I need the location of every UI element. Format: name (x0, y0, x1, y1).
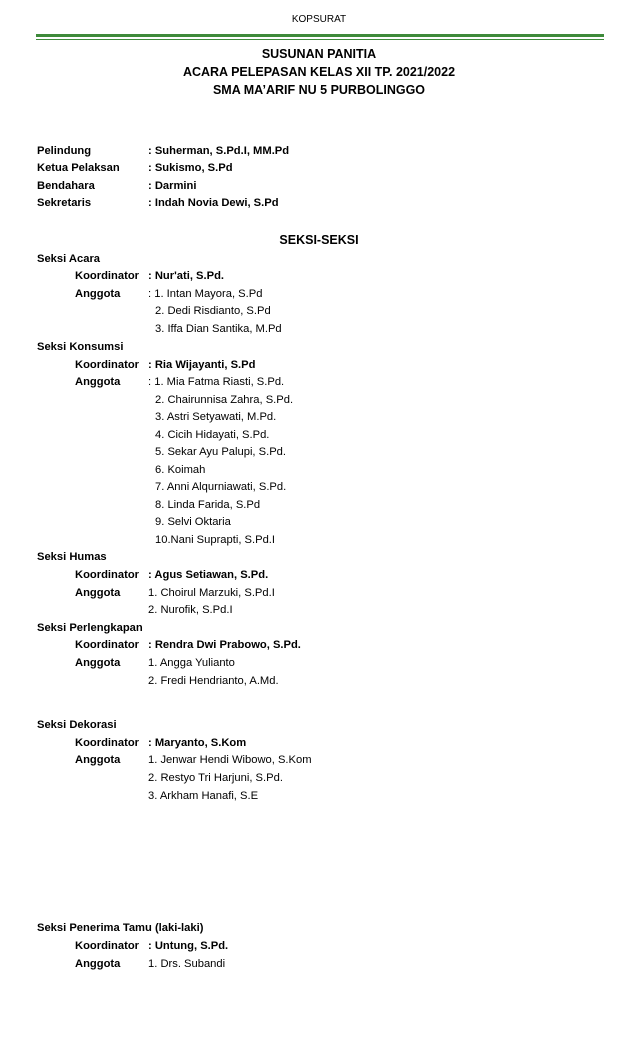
school-title: SMA MA’ARIF NU 5 PURBOLINGGO (212, 83, 426, 97)
anggota-item: : 1. Intan Mayora, S.Pd (148, 288, 263, 300)
anggota-item: 2. Fredi Hendrianto, A.Md. (148, 675, 279, 687)
koordinator-value: : Maryanto, S.Kom (148, 737, 247, 749)
anggota-item: 9. Selvi Oktaria (155, 516, 231, 528)
koordinator-label: Koordinator (75, 270, 140, 282)
anggota-item: 3. Iffa Dian Santika, M.Pd (155, 323, 282, 335)
anggota-label: Anggota (75, 754, 121, 766)
koordinator-value: : Nur'ati, S.Pd. (148, 270, 225, 282)
kop-surat: KOPSURAT (291, 14, 347, 25)
anggota-label: Anggota (75, 376, 121, 388)
header-rule-thick (36, 34, 604, 37)
anggota-item: 10.Nani Suprapti, S.Pd.I (155, 534, 276, 546)
pelindung-label: Pelindung (37, 145, 92, 157)
anggota-label: Anggota (75, 657, 121, 669)
koordinator-value: : Agus Setiawan, S.Pd. (148, 569, 269, 581)
seksi-title: Seksi Perlengkapan (37, 622, 143, 634)
anggota-item: 2. Nurofik, S.Pd.I (148, 604, 233, 616)
anggota-item: 7. Anni Alqurniawati, S.Pd. (155, 481, 287, 493)
event-title: ACARA PELEPASAN KELAS XII TP. 2021/2022 (182, 65, 456, 79)
doc-title: SUSUNAN PANITIA (261, 47, 377, 61)
anggota-label: Anggota (75, 958, 121, 970)
bendahara-value: : Darmini (148, 180, 197, 192)
seksi-title: Seksi Acara (37, 253, 101, 265)
anggota-item: : 1. Mia Fatma Riasti, S.Pd. (148, 376, 285, 388)
anggota-item: 5. Sekar Ayu Palupi, S.Pd. (155, 446, 287, 458)
seksi-title: Seksi Humas (37, 551, 107, 563)
anggota-item: 3. Arkham Hanafi, S.E (148, 790, 259, 802)
anggota-item: 3. Astri Setyawati, M.Pd. (155, 411, 277, 423)
anggota-label: Anggota (75, 288, 121, 300)
koordinator-label: Koordinator (75, 940, 140, 952)
koordinator-value: : Ria Wijayanti, S.Pd (148, 359, 256, 371)
header-rule-thin (36, 39, 604, 40)
pelindung-value: : Suherman, S.Pd.I, MM.Pd (148, 145, 290, 157)
koordinator-value: : Untung, S.Pd. (148, 940, 229, 952)
anggota-item: 2. Restyo Tri Harjuni, S.Pd. (148, 772, 283, 784)
anggota-label: Anggota (75, 587, 121, 599)
anggota-item: 1. Choirul Marzuki, S.Pd.I (148, 587, 275, 599)
sekretaris-label: Sekretaris (37, 197, 92, 209)
anggota-item: 8. Linda Farida, S.Pd (155, 499, 261, 511)
ketua-label: Ketua Pelaksan (37, 162, 120, 174)
bendahara-label: Bendahara (37, 180, 95, 192)
koordinator-label: Koordinator (75, 639, 140, 651)
anggota-item: 2. Dedi Risdianto, S.Pd (155, 305, 271, 317)
anggota-item: 6. Koimah (155, 464, 206, 476)
anggota-item: 4. Cicih Hidayati, S.Pd. (155, 429, 270, 441)
sekretaris-value: : Indah Novia Dewi, S.Pd (148, 197, 279, 209)
koordinator-label: Koordinator (75, 359, 140, 371)
koordinator-value: : Rendra Dwi Prabowo, S.Pd. (148, 639, 301, 651)
anggota-item: 1. Drs. Subandi (148, 958, 226, 970)
ketua-value: : Sukismo, S.Pd (148, 162, 233, 174)
koordinator-label: Koordinator (75, 737, 140, 749)
anggota-item: 1. Jenwar Hendi Wibowo, S.Kom (148, 754, 312, 766)
anggota-item: 1. Angga Yulianto (148, 657, 235, 669)
seksi-title: Seksi Dekorasi (37, 719, 117, 731)
seksi-title: Seksi Konsumsi (37, 341, 124, 353)
seksi-heading: SEKSI-SEKSI (279, 233, 359, 247)
koordinator-label: Koordinator (75, 569, 140, 581)
seksi-title: Seksi Penerima Tamu (laki-laki) (37, 922, 204, 934)
anggota-item: 2. Chairunnisa Zahra, S.Pd. (155, 394, 294, 406)
